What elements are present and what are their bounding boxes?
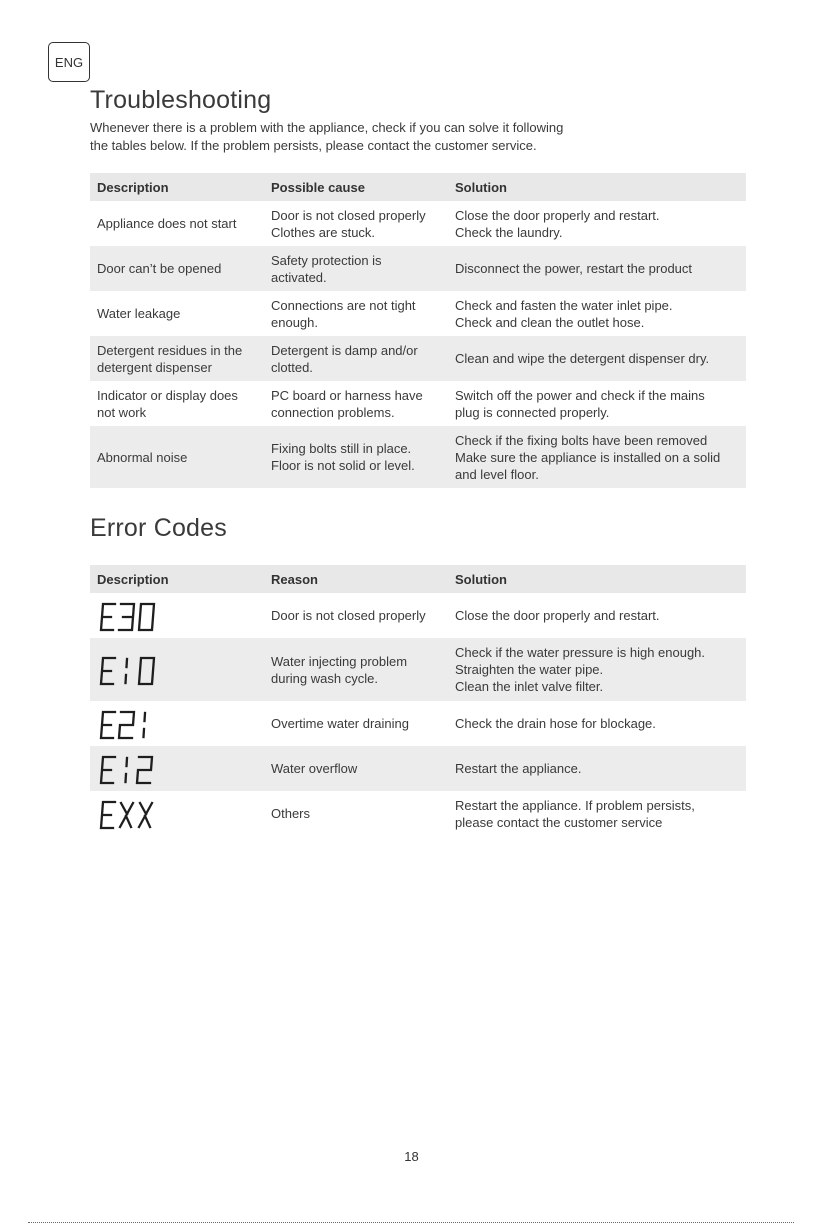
solution-line: plug is connected properly. (455, 404, 610, 420)
solution-line: and level floor. (455, 466, 539, 482)
cause-line: activated. (271, 269, 327, 285)
table-row (90, 791, 746, 836)
cause-line: Door is not closed properly (271, 207, 426, 223)
cause-line: PC board or harness have (271, 387, 423, 403)
reason-cell (264, 638, 448, 701)
column-header: Possible cause (264, 173, 448, 201)
solution-line: Check and clean the outlet hose. (455, 314, 645, 330)
table-row (90, 246, 746, 291)
column-header: Solution (448, 173, 746, 201)
column-header: Solution (448, 565, 746, 593)
solution-cell (448, 746, 746, 791)
solution-cell (448, 638, 746, 701)
table-row (90, 638, 746, 701)
cause-line: connection problems. (271, 404, 395, 420)
error-code-cell (90, 746, 264, 791)
table-header-row (90, 565, 746, 593)
page-bottom-rule (28, 1222, 794, 1223)
solution-cell (448, 291, 746, 336)
cause-line: Connections are not tight (271, 297, 416, 313)
reason-cell (264, 791, 448, 836)
reason-line: Water overflow (271, 761, 358, 776)
error-codes-table (90, 565, 746, 836)
solution-cell (448, 426, 746, 488)
reason-line: Door is not closed properly (271, 608, 426, 623)
troubleshooting-intro (90, 119, 630, 155)
page-number: 18 (404, 1149, 419, 1164)
solution-line: please contact the customer service (455, 814, 663, 830)
solution-line: Check if the water pressure is high enough. (455, 645, 706, 660)
error-code-exx-icon (98, 799, 158, 831)
solution-cell (448, 791, 746, 836)
description-cell: Water leakage (97, 306, 181, 321)
solution-line: Check the drain hose for blockage. (455, 716, 656, 731)
cause-cell (264, 336, 448, 381)
description-cell: Detergent residues in the detergent dispenser (90, 336, 264, 381)
solution-line: Straighten the water pipe. (455, 662, 604, 677)
table-row (90, 426, 746, 488)
solution-line: Restart the appliance. (455, 761, 582, 776)
error-code-e21-icon (98, 709, 158, 741)
description-cell: Indicator or display does not work (97, 387, 238, 420)
solution-line: Check the laundry. (455, 224, 563, 240)
solution-line: Close the door properly and restart. (455, 207, 660, 223)
solution-line: Disconnect the power, restart the product (455, 261, 693, 276)
table-row (90, 701, 746, 746)
solution-cell (448, 381, 746, 426)
description-cell: Abnormal noise (90, 426, 264, 488)
solution-line: Clean and wipe the detergent dispenser dry. (455, 351, 710, 366)
solution-cell (448, 201, 746, 246)
table-header-row (90, 173, 746, 201)
error-code-cell (90, 593, 264, 638)
cause-line: Detergent is damp and/or (271, 342, 418, 358)
solution-cell (448, 593, 746, 638)
error-code-cell (90, 638, 264, 701)
table-row (90, 291, 746, 336)
cause-cell (264, 426, 448, 488)
cause-cell (264, 381, 448, 426)
table-row (90, 381, 746, 426)
table-row (90, 593, 746, 638)
troubleshooting-title: Troubleshooting (90, 86, 272, 114)
cause-line: Clothes are stuck. (271, 224, 376, 240)
solution-cell (448, 246, 746, 291)
solution-line: Restart the appliance. If problem persists, (455, 797, 695, 813)
reason-cell (264, 593, 448, 638)
table-row (90, 201, 746, 246)
solution-line: Check if the fixing bolts have been removed (455, 432, 708, 448)
cause-line: enough. (271, 314, 318, 330)
reason-cell (264, 701, 448, 746)
troubleshooting-table (90, 173, 746, 488)
cause-line: Safety protection is (271, 252, 382, 268)
solution-line: Clean the inlet valve filter. (455, 679, 604, 694)
reason-line: Others (271, 806, 311, 821)
solution-cell (448, 701, 746, 746)
reason-line: during wash cycle. (271, 670, 378, 686)
error-code-e12-icon (98, 754, 158, 786)
reason-cell (264, 746, 448, 791)
solution-line: Switch off the power and check if the mains (455, 387, 705, 403)
table-row (90, 336, 746, 381)
cause-line: clotted. (271, 359, 313, 375)
error-code-e10-icon (98, 655, 158, 687)
description-cell: Appliance does not start (97, 216, 237, 231)
solution-line: Check and fasten the water inlet pipe. (455, 297, 673, 313)
intro-line: the tables below. If the problem persists, please contact the customer service. (90, 138, 537, 153)
cause-cell (264, 291, 448, 336)
cause-cell (264, 201, 448, 246)
cause-line: Fixing bolts still in place. (271, 441, 412, 456)
table-row (90, 746, 746, 791)
intro-line: Whenever there is a problem with the appliance, check if you can solve it following (90, 120, 564, 135)
solution-cell (448, 336, 746, 381)
error-code-cell (90, 791, 264, 836)
column-header: Description (90, 565, 264, 593)
error-code-e30-icon (98, 601, 158, 633)
error-codes-title: Error Codes (90, 514, 227, 542)
error-code-cell (90, 701, 264, 746)
description-cell: Door can’t be opened (90, 246, 264, 291)
column-header: Description (90, 173, 264, 201)
reason-line: Water injecting problem (271, 653, 408, 669)
cause-cell (264, 246, 448, 291)
reason-line: Overtime water draining (271, 716, 409, 731)
language-tab: ENG (48, 42, 90, 82)
cause-line: Floor is not solid or level. (271, 458, 415, 473)
solution-line: Close the door properly and restart. (455, 608, 660, 623)
solution-line: Make sure the appliance is installed on a solid (455, 449, 721, 465)
column-header: Reason (264, 565, 448, 593)
